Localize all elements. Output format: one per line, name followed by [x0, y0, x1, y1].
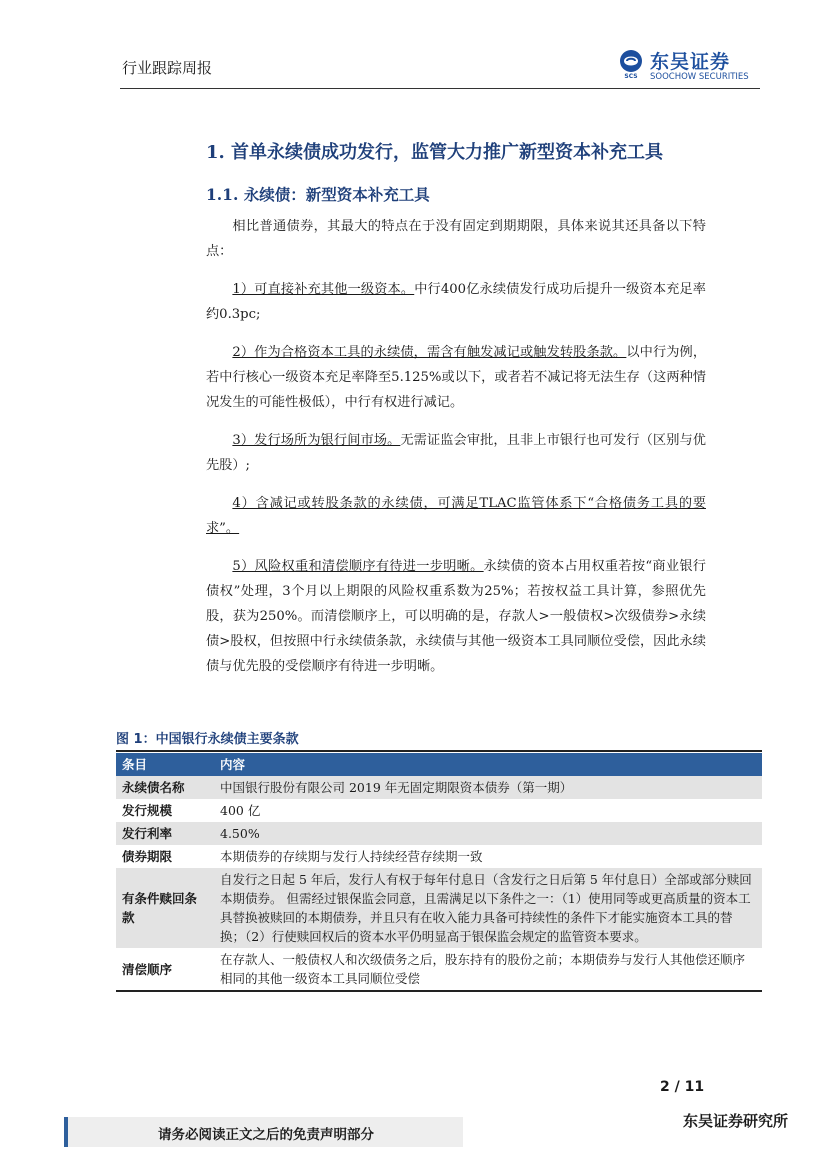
paragraph-text: 中行400亿永续债发行成功后提升一级资本充足率约0.3pc;	[206, 282, 706, 322]
table-row	[116, 776, 762, 799]
company-logo	[616, 47, 766, 85]
table-row	[116, 868, 762, 948]
page-number: 2 / 11	[660, 1079, 705, 1095]
row-value: 自发行之日起 5 年后，发行人有权于每年付息日（含发行之日后第 5 年付息日）全部或部分赎回本期债券。 但需经过银保监会同意，且需满足以下条件之一：（1）使用同等或更高质量的资本工具替换被赎回的本期债券，并且只有在收入能力具备可持续性的条件下才能实施资本工具的替换；（2）行使赎回权后的资本水平仍明显高于银保监会规定的监管资本要求。	[214, 868, 762, 948]
row-value: 4.50%	[214, 822, 762, 845]
logo-en: SOOCHOW SECURITIES	[650, 72, 749, 82]
feature-heading: 2）作为合格资本工具的永续债，需含有触发减记或触发转股条款。	[232, 345, 627, 360]
paragraph-feature-1	[206, 277, 706, 327]
row-key: 债券期限	[122, 849, 173, 864]
section-heading-1: 1. 首单永续债成功发行，监管大力推广新型资本补充工具	[206, 142, 664, 163]
table-row	[116, 822, 762, 845]
paragraph-feature-4	[206, 491, 706, 541]
paragraph-feature-3	[206, 428, 706, 478]
disclaimer-bar	[64, 1117, 463, 1147]
disclaimer-text: 请务必阅读正文之后的免责声明部分	[158, 1127, 374, 1143]
row-value: 400 亿	[220, 803, 261, 818]
row-value: 中国银行股份有限公司 2019 年无固定期限资本债券（第一期）	[214, 776, 762, 799]
row-value: 本期债券的存续期与发行人持续经营存续期一致	[220, 849, 483, 864]
feature-heading: 3）发行场所为银行间市场。	[232, 433, 401, 448]
feature-heading: 4）含减记或转股条款的永续债，可满足TLAC监管体系下“合格债务工具的要求”。	[206, 496, 706, 536]
paragraph-intro	[206, 214, 706, 264]
bond-terms-table	[116, 753, 762, 992]
paragraph-text: 永续债的资本占用权重若按“商业银行债权”处理，3个月以上期限的风险权重系数为25%；若按权益工具计算，参照优先股，获为250%。而清偿顺序上，可以明确的是，存款人>一般债权>次级债券>永续债>股权，但按照中行永续债条款，永续债与其他一级资本工具同顺位受偿，因此永续债与优先股的受偿顺序有待进一步明晰。	[206, 559, 706, 674]
paragraph-feature-2	[206, 340, 706, 415]
figure-title: 图 1：中国银行永续债主要条款	[116, 732, 299, 747]
feature-heading: 5）风险权重和清偿顺序有待进一步明晰。	[232, 559, 484, 574]
section-heading-1-1: 1.1. 永续债：新型资本补充工具	[206, 185, 430, 204]
row-value: 在存款人、一般债权人和次级债务之后，股东持有的股份之前；本期债券与发行人其他偿还顺序相同的其他一级资本工具同顺位受偿	[214, 948, 762, 991]
header-content: 内容	[214, 753, 762, 776]
paragraph-text: 相比普通债券，其最大的特点在于没有固定到期期限，具体来说其还具备以下特点：	[206, 219, 706, 259]
paragraph-feature-5	[206, 554, 706, 679]
research-institute: 东吴证券研究所	[683, 1112, 789, 1130]
feature-heading: 1）可直接补充其他一级资本。	[232, 282, 415, 297]
row-key: 发行利率	[116, 822, 214, 845]
row-key: 发行规模	[122, 803, 173, 818]
table-row	[116, 845, 762, 868]
table-row	[116, 948, 762, 991]
soochow-logo-icon	[616, 49, 646, 79]
logo-cn: 东吴证券	[650, 51, 731, 73]
header-item: 条目	[116, 753, 214, 776]
paragraph-text: 以中行为例，若中行核心一级资本充足率降至5.125%或以下，或者若不减记将无法生存（这两种情况发生的可能性极低），中行有权进行减记。	[206, 345, 707, 410]
logo-mark-text: SCS	[624, 73, 638, 79]
report-type: 行业跟踪周报	[122, 59, 213, 77]
row-key: 清偿顺序	[116, 948, 214, 991]
header-divider	[120, 88, 760, 89]
row-key: 永续债名称	[116, 776, 214, 799]
paragraph-text: 无需证监会审批，且非上市银行也可发行（区别与优先股）;	[206, 433, 706, 473]
table-header-row	[116, 753, 762, 776]
table-row	[116, 799, 762, 822]
figure-top-rule	[116, 750, 762, 752]
row-key: 有条件赎回条款	[116, 868, 214, 948]
body-text	[206, 214, 706, 692]
